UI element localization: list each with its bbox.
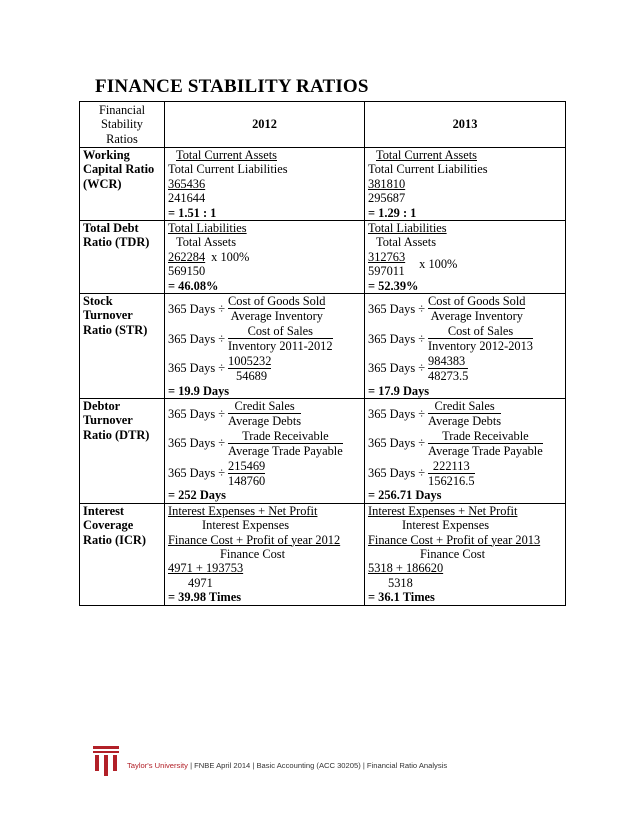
fraction-numerator: Cost of Sales (428, 324, 533, 339)
value-stack (168, 250, 205, 279)
fraction-stack (428, 429, 543, 459)
result: = 39.98 Times (168, 590, 242, 605)
ratios-table (79, 101, 566, 606)
wcr-2012-cell (165, 148, 365, 221)
formula-denominator: Interest Expenses (402, 518, 490, 533)
fraction-stack (228, 429, 343, 459)
result: = 52.39% (368, 278, 419, 293)
row-label-line: Ratio (TDR) (83, 235, 150, 250)
lead-days: 365 Days ÷ (368, 466, 426, 481)
value-denominator: 5318 (388, 575, 413, 590)
fraction-denominator: 148760 (228, 473, 266, 488)
lead-days: 365 Days ÷ (168, 301, 226, 316)
header-2013: 2013 (365, 102, 566, 148)
value-denominator: 569150 (168, 264, 206, 279)
formula-numerator: Total Liabilities (168, 221, 247, 236)
formula-numerator: Total Current Assets (376, 148, 477, 162)
header-line: Stability (101, 117, 143, 132)
row-label-line: Stock (83, 294, 113, 309)
lead-days: 365 Days ÷ (368, 331, 426, 346)
fraction-numerator: Trade Receivable (428, 429, 543, 444)
formula-fraction (168, 399, 361, 429)
header-2012: 2012 (165, 102, 365, 148)
lead-days: 365 Days ÷ (168, 406, 226, 421)
lead-days: 365 Days ÷ (368, 361, 426, 376)
fraction-denominator: Average Debts (428, 414, 502, 429)
row-label-line: Ratio (DTR) (83, 427, 150, 442)
result: = 1.51 : 1 (168, 205, 217, 220)
fraction-denominator: Inventory 2012-2013 (428, 339, 534, 354)
value-fraction (168, 354, 361, 384)
row-label-str (80, 294, 165, 399)
fraction-numerator: Credit Sales (428, 399, 501, 414)
result: = 256.71 Days (368, 488, 442, 503)
fraction-denominator: Average Inventory (430, 309, 523, 324)
value-fraction (368, 354, 562, 384)
formula-denominator: Interest Expenses (202, 518, 290, 533)
formula-numerator: Interest Expenses + Net Profit (168, 503, 318, 518)
table-row-str (80, 294, 566, 399)
lead-days: 365 Days ÷ (368, 406, 426, 421)
row-label-line: Turnover (83, 413, 133, 428)
result: = 1.29 : 1 (368, 205, 417, 220)
formula-fraction (168, 294, 361, 324)
table-header-row (80, 102, 566, 148)
fraction-denominator: Average Trade Payable (228, 444, 343, 459)
formula-denominator: Total Assets (376, 235, 437, 250)
value-stack (368, 250, 405, 279)
fraction-numerator: 1005232 (228, 353, 272, 368)
fraction-numerator: Trade Receivable (228, 429, 343, 444)
row-label-line: (WCR) (83, 176, 122, 191)
formula-numerator: Total Liabilities (368, 221, 447, 236)
fraction-denominator: Inventory 2011-2012 (228, 339, 333, 354)
row-label-line: Capital Ratio (83, 162, 155, 177)
fraction-stack (428, 459, 474, 489)
fraction-numerator: 984383 (428, 354, 468, 369)
table-row-icr (80, 503, 566, 605)
value-fraction (368, 459, 562, 489)
fraction-stack (428, 294, 525, 324)
formula-fraction (368, 324, 562, 354)
result: = 19.9 Days (168, 383, 230, 398)
row-label-line: Coverage (83, 518, 134, 533)
fraction-stack (228, 354, 271, 384)
header-line: Financial (98, 102, 146, 117)
table-row-tdr (80, 221, 566, 294)
value-fraction (168, 250, 361, 279)
formula-fraction (168, 324, 361, 354)
tdr-2013-cell (365, 221, 566, 294)
result: = 46.08% (168, 278, 219, 293)
header-line: Ratios (106, 131, 138, 146)
value-denominator: 295687 (368, 191, 406, 206)
value-denominator: 597011 (368, 264, 405, 279)
dtr-2012-cell (165, 398, 365, 503)
value-numerator: 4971 + 193753 (168, 561, 244, 576)
fraction-denominator: 48273.5 (428, 369, 469, 384)
formula-denominator: Finance Cost (420, 546, 486, 561)
lead-days: 365 Days ÷ (168, 361, 226, 376)
fraction-stack (428, 354, 468, 384)
icr-2013-cell (365, 503, 566, 605)
row-label-line: Total Debt (83, 221, 139, 236)
fraction-stack (228, 399, 301, 429)
dtr-2013-cell (365, 398, 566, 503)
str-2013-cell (365, 294, 566, 399)
formula-fraction (168, 429, 361, 459)
fraction-numerator: 222113 (428, 459, 474, 474)
fraction-numerator: Cost of Goods Sold (428, 294, 526, 309)
wcr-2013-cell (365, 148, 566, 221)
fraction-denominator: 54689 (236, 369, 268, 384)
str-2012-cell (165, 294, 365, 399)
tdr-2012-cell (165, 221, 365, 294)
table-row-dtr (80, 398, 566, 503)
fraction-numerator: Credit Sales (228, 399, 301, 414)
fraction-stack (228, 459, 265, 489)
formula-denominator: Total Assets (176, 235, 237, 250)
row-label-line: Debtor (83, 398, 121, 413)
row-label-line: Working (83, 148, 130, 162)
fraction-denominator: Average Inventory (230, 309, 323, 324)
formula-fraction (368, 399, 562, 429)
fraction-denominator: Average Trade Payable (428, 444, 543, 459)
result: = 36.1 Times (368, 590, 435, 605)
value-denominator: 4971 (188, 575, 213, 590)
formula-numerator: Finance Cost + Profit of year 2012 (168, 532, 341, 547)
value-numerator: 5318 + 186620 (368, 561, 444, 576)
value-numerator: 262284 (168, 249, 206, 264)
multiplier: x 100% (211, 250, 250, 265)
footer-course-info: | FNBE April 2014 | Basic Accounting (ACC 30205) | Financial Ratio Analysis (187, 761, 448, 770)
row-label-dtr (80, 398, 165, 503)
result: = 17.9 Days (368, 383, 430, 398)
row-label-line: Turnover (83, 308, 133, 323)
formula-denominator: Finance Cost (220, 546, 286, 561)
value-numerator: 365436 (168, 176, 206, 191)
value-numerator: 381810 (368, 176, 406, 191)
formula-numerator: Total Current Assets (176, 148, 277, 162)
fraction-numerator: Cost of Goods Sold (228, 294, 326, 309)
row-label-icr (80, 503, 165, 605)
row-label-line: Interest (83, 503, 125, 518)
lead-days: 365 Days ÷ (168, 466, 226, 481)
footer-text (127, 761, 447, 770)
page-title: FINANCE STABILITY RATIOS (95, 76, 369, 97)
taylors-university-logo-icon (93, 746, 119, 776)
fraction-stack (428, 399, 501, 429)
header-ratio-column (80, 102, 165, 148)
footer-brand: Taylor's University (127, 761, 188, 770)
value-fraction (168, 459, 361, 489)
page-footer (93, 746, 553, 778)
result: = 252 Days (168, 488, 227, 503)
fraction-denominator: Average Debts (228, 414, 302, 429)
formula-fraction (368, 429, 562, 459)
lead-days: 365 Days ÷ (168, 436, 226, 451)
value-numerator: 312763 (368, 249, 406, 264)
icr-2012-cell (165, 503, 365, 605)
multiplier: x 100% (419, 257, 458, 272)
formula-fraction (368, 294, 562, 324)
table-row-wcr (80, 148, 566, 221)
row-label-line: Ratio (STR) (83, 322, 148, 337)
row-label-tdr (80, 221, 165, 294)
fraction-stack (428, 324, 533, 354)
lead-days: 365 Days ÷ (368, 436, 426, 451)
fraction-stack (228, 324, 333, 354)
lead-days: 365 Days ÷ (168, 331, 226, 346)
fraction-numerator: 215469 (228, 458, 266, 473)
fraction-numerator: Cost of Sales (228, 324, 333, 339)
row-label-wcr (80, 148, 165, 221)
fraction-stack (228, 294, 325, 324)
formula-numerator: Finance Cost + Profit of year 2013 (368, 532, 541, 547)
formula-numerator: Interest Expenses + Net Profit (368, 503, 518, 518)
row-label-line: Ratio (ICR) (83, 532, 146, 547)
value-denominator: 241644 (168, 191, 206, 206)
formula-denominator: Total Current Liabilities (168, 162, 288, 177)
lead-days: 365 Days ÷ (368, 301, 426, 316)
formula-denominator: Total Current Liabilities (368, 162, 488, 177)
fraction-denominator: 156216.5 (428, 473, 475, 488)
value-fraction (368, 250, 562, 279)
